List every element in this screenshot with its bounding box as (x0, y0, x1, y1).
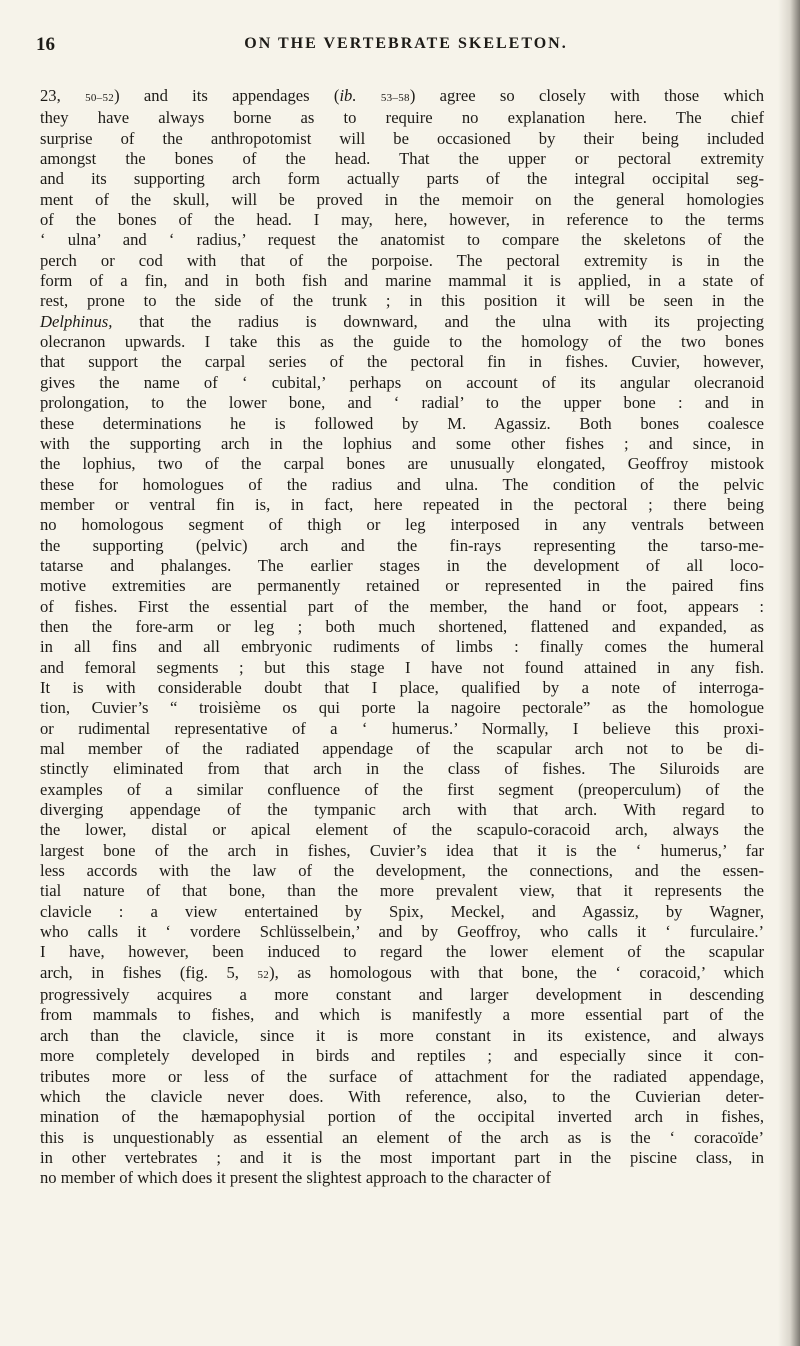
text-segment: examples of a similar confluence of the first segment (preoperculum) of the (40, 779, 764, 799)
text-line (40, 1168, 764, 1188)
text-segment: and femoral segments ; but this stage I have not found attained in any fish. (40, 657, 764, 677)
text-segment: from mammals to fishes, and which is manifestly a more essential part of the (40, 1005, 764, 1025)
text-segment: rest, prone to the side of the trunk ; in this position it will be seen in the (40, 291, 764, 311)
text-segment: the supporting (pelvic) arch and the fin-rays representing the tarso-me- (40, 535, 764, 555)
text-segment: diverging appendage of the tympanic arch with that arch. With regard to (40, 800, 764, 820)
text-line (40, 698, 764, 718)
text-line (40, 271, 764, 291)
text-line (40, 780, 764, 800)
text-segment: clavicle : a view entertained by Spix, Meckel, and Agassiz, by Wagner, (40, 901, 764, 921)
text-segment: less accords with the law of the development, the connections, and the essen- (40, 861, 764, 881)
text-line (40, 230, 764, 250)
text-line (40, 291, 764, 311)
text-segment: surprise of the anthropotomist will be occasioned by their being included (40, 128, 764, 148)
text-segment: they have always borne as to require no explanation here. The chief (40, 108, 764, 128)
text-line (40, 169, 764, 189)
text-segment: arch, in fishes (fig. 5, (40, 962, 258, 982)
text-segment: member or ventral fin is, in fact, here repeated in the pectoral ; there being (40, 494, 764, 514)
text-line (40, 129, 764, 149)
text-segment: largest bone of the arch in fishes, Cuvier’s idea that it is the ‘ humerus,’ far (40, 840, 764, 860)
text-line (40, 719, 764, 739)
text-segment: 23, (40, 86, 86, 105)
text-line (40, 922, 764, 942)
text-segment: which the clavicle never does. With reference, also, to the Cuvierian deter- (40, 1086, 764, 1106)
text-segment: the lower, distal or apical element of the scapulo-coracoid arch, always the (40, 820, 764, 840)
figure-reference: 50–52 (85, 92, 115, 104)
text-segment: ‘ ulna’ and ‘ radius,’ request the anatomist to compare the skeletons of the (40, 230, 764, 250)
text-line (40, 637, 764, 657)
text-segment: with the supporting arch in the lophius and some other fishes ; and since, in (40, 433, 764, 453)
text-line (40, 515, 764, 535)
text-segment: tatarse and phalanges. The earlier stages in the development of all loco- (40, 555, 764, 575)
text-segment: ) agree so closely with those which (409, 86, 765, 105)
text-line (40, 210, 764, 230)
text-segment: then the fore-arm or leg ; both much shortened, flattened and expanded, as (40, 616, 764, 636)
text-segment: motive extremities are permanently retained or represented in the paired fins (40, 576, 764, 596)
running-head (36, 34, 776, 58)
italic-text: Delphinus, (40, 311, 113, 331)
text-segment: and its supporting arch form actually parts of the integral occipital seg- (40, 169, 764, 189)
text-segment: these for homologues of the radius and ulna. The condition of the pelvic (40, 474, 764, 494)
text-line (40, 597, 764, 617)
text-line (40, 312, 764, 332)
text-segment: the lophius, two of the carpal bones are unusually elongated, Geoffroy mistook (40, 454, 764, 474)
text-segment: in all fins and all embryonic rudiments of limbs : finally comes the humeral (40, 637, 764, 657)
text-segment: arch than the clavicle, since it is more constant in its existence, and always (40, 1025, 764, 1045)
text-line (40, 352, 764, 372)
text-line (40, 739, 764, 759)
text-line (40, 1107, 764, 1127)
text-segment: tion, Cuvier’s “ troisième os qui porte la nagoire pectorale” as the homologue (40, 698, 764, 718)
figure-reference: 53–58 (380, 92, 410, 104)
text-line (40, 475, 764, 495)
text-line (40, 1046, 764, 1066)
text-segment: these determinations he is followed by M. Agassiz. Both bones coalesce (40, 413, 764, 433)
text-line (40, 820, 764, 840)
text-line (40, 108, 764, 128)
text-line (40, 86, 764, 108)
text-line (40, 1087, 764, 1107)
text-segment: or rudimental representative of a ‘ humerus.’ Normally, I believe this proxi- (40, 718, 764, 738)
text-segment: progressively acquires a more constant and larger development in descending (40, 985, 764, 1005)
text-segment: I have, however, been induced to regard the lower element of the scapular (40, 942, 764, 962)
text-line (40, 985, 764, 1005)
text-segment: prolongation, to the lower bone, and ‘ radial’ to the upper bone : and in (40, 393, 764, 413)
text-line (40, 617, 764, 637)
text-line (40, 1067, 764, 1087)
text-segment (357, 86, 381, 105)
text-segment: mal member of the radiated appendage of the scapular arch not to be di- (40, 739, 764, 758)
text-line (40, 393, 764, 413)
text-line (40, 963, 764, 985)
text-line (40, 902, 764, 922)
figure-reference: 52 (257, 968, 270, 981)
text-line (40, 332, 764, 352)
text-line (40, 190, 764, 210)
running-head-title: ON THE VERTEBRATE SKELETON. (244, 35, 568, 52)
text-line (40, 1005, 764, 1025)
text-line (40, 414, 764, 434)
text-line (40, 251, 764, 271)
text-segment: ) and its appendages ( (114, 86, 340, 105)
text-line (40, 495, 764, 515)
text-line (40, 576, 764, 596)
page-gutter-shadow (778, 0, 800, 1346)
text-segment: stinctly eliminated from that arch in the class of fishes. The Siluroids are (40, 759, 764, 779)
text-segment: of the bones of the head. I may, here, however, in reference to the terms (40, 210, 764, 230)
text-segment: in other vertebrates ; and it is the most important part in the piscine class, in (40, 1147, 764, 1167)
text-line (40, 1026, 764, 1046)
text-segment: ment of the skull, will be proved in the memoir on the general homologies (40, 189, 764, 209)
text-line (40, 658, 764, 678)
text-segment: form of a fin, and in both fish and marine mammal it is applied, in a state of (40, 271, 764, 291)
text-segment: no homologous segment of thigh or leg interposed in any ventrals between (40, 515, 764, 535)
text-segment: ), as homologous with that bone, the ‘ coracoid,’ which (269, 962, 764, 982)
text-segment: who calls it ‘ vordere Schlüsselbein,’ and by Geoffroy, who calls it ‘ furculaire.’ (40, 922, 764, 942)
text-segment: of fishes. First the essential part of the member, the hand or foot, appears : (40, 596, 764, 616)
text-segment: no member of which does it present the slightest approach to the character of (40, 1168, 552, 1188)
text-line (40, 149, 764, 169)
body-paragraph (40, 86, 764, 1189)
text-segment: gives the name of ‘ cubital,’ perhaps on account of its angular olecranoid (40, 372, 764, 392)
text-segment: tributes more or less of the surface of attachment for the radiated appendage, (40, 1066, 764, 1086)
text-line (40, 678, 764, 698)
text-segment: mination of the hæmapophysial portion of the occipital inverted arch in fishes, (40, 1107, 764, 1127)
text-segment: olecranon upwards. I take this as the guide to the homology of the two bones (40, 332, 764, 352)
text-segment: tial nature of that bone, than the more prevalent view, that it represents the (40, 881, 764, 901)
text-line (40, 942, 764, 962)
text-line (40, 759, 764, 779)
italic-text: ib. (339, 86, 357, 105)
text-line (40, 1148, 764, 1168)
text-line (40, 800, 764, 820)
text-segment: that the radius is downward, and the ulna with its projecting (112, 311, 764, 331)
text-line (40, 373, 764, 393)
text-line (40, 454, 764, 474)
text-line (40, 841, 764, 861)
text-segment: that support the carpal series of the pectoral fin in fishes. Cuvier, however, (40, 352, 764, 372)
text-segment: more completely developed in birds and reptiles ; and especially since it con- (40, 1046, 764, 1066)
page-number: 16 (36, 34, 55, 55)
text-line (40, 556, 764, 576)
text-line (40, 1128, 764, 1148)
text-line (40, 881, 764, 901)
text-segment: this is unquestionably as essential an element of the arch as is the ‘ coracoïde’ (40, 1127, 764, 1147)
text-line (40, 861, 764, 881)
text-segment: It is with considerable doubt that I place, qualified by a note of interroga- (40, 677, 764, 697)
text-line (40, 434, 764, 454)
text-segment: amongst the bones of the head. That the upper or pectoral extremity (40, 149, 764, 169)
text-line (40, 536, 764, 556)
text-segment: perch or cod with that of the porpoise. The pectoral extremity is in the (40, 250, 764, 270)
